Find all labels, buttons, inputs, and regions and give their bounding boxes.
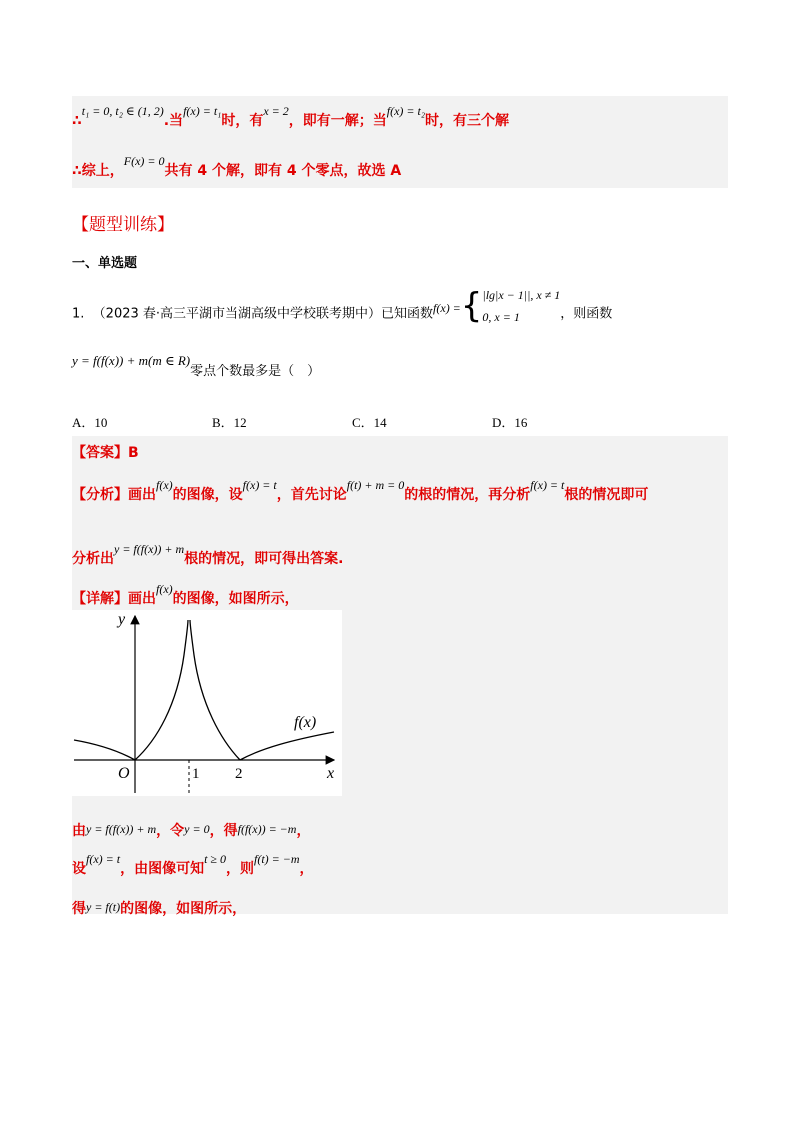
- math-eq2: f(x) = t₂: [386, 104, 426, 118]
- question-stem: 1. （2023 春·高三平湖市当湖高级中学校联考期中）已知函数f(x) ={|lg|x − 1||, x ≠ 1 0, x = 1 ，则函数: [72, 286, 613, 326]
- tick-2: 2: [235, 766, 243, 782]
- curve-right: [240, 732, 334, 760]
- math-y-expr: y = f(f(x)) + m(m ∈ R): [72, 353, 191, 368]
- origin-label: O: [118, 765, 130, 782]
- choice-c: C．14: [352, 415, 387, 430]
- question-stem-2: y = f(f(x)) + m(m ∈ R)零点个数最多是（ ）: [72, 353, 321, 379]
- curve-label: f(x): [294, 714, 317, 731]
- y-axis-label: y: [118, 611, 126, 628]
- answer-line: 【答案】B: [72, 445, 139, 461]
- math-Fx: F(x) = 0: [123, 154, 165, 168]
- choice-d: D．16: [492, 415, 528, 430]
- curve-left: [74, 620, 188, 760]
- tick-1: 1: [192, 766, 200, 782]
- after-graph-line-3: 得y = f(t)的图像，如图所示，: [72, 900, 247, 917]
- curve-mid: [190, 620, 240, 760]
- after-graph-line-1: 由y = f(f(x)) + m，令y = 0，得f(f(x)) = −m，: [72, 822, 311, 839]
- x-axis-label: x: [327, 765, 335, 782]
- section-title: 【题型训练】: [72, 215, 174, 235]
- choice-b: B．12: [212, 415, 247, 430]
- math-fx-def: f(x) =: [433, 300, 461, 315]
- function-graph: [72, 610, 342, 796]
- math-x2: x = 2: [263, 104, 289, 118]
- analysis-line-1: 【分析】画出f(x)的图像，设f(x) = t，首先讨论f(t) + m = 0的根的情况，再分析f(x) = t根的情况即可: [72, 478, 649, 503]
- piecewise-definition: {|lg|x − 1||, x ≠ 1 0, x = 1: [460, 286, 561, 326]
- subsection-title: 一、单选题: [72, 256, 138, 271]
- after-graph-line-2: 设f(x) = t，由图像可知t ≥ 0，则f(t) = −m，: [72, 852, 314, 877]
- solution-line-2: ∴综上，F(x) = 0共有 4 个解，即有 4 个零点，故选 A: [72, 154, 402, 179]
- analysis-line-2: 分析出y = f(f(x)) + m根的情况，即可得出答案.: [72, 542, 344, 567]
- solution-line-1: ∴t₁ = 0, t₂ ∈ (1, 2).当f(x) = t₁时，有x = 2，即有一解；当f(x) = t₂时，有三个解: [72, 104, 510, 129]
- choice-a: A．10: [72, 415, 108, 430]
- math-cond: t₁ = 0, t₂ ∈ (1, 2): [81, 104, 164, 118]
- detail-line: 【详解】画出f(x)的图像，如图所示，: [72, 582, 299, 607]
- math-eq1: f(x) = t₁: [183, 104, 222, 118]
